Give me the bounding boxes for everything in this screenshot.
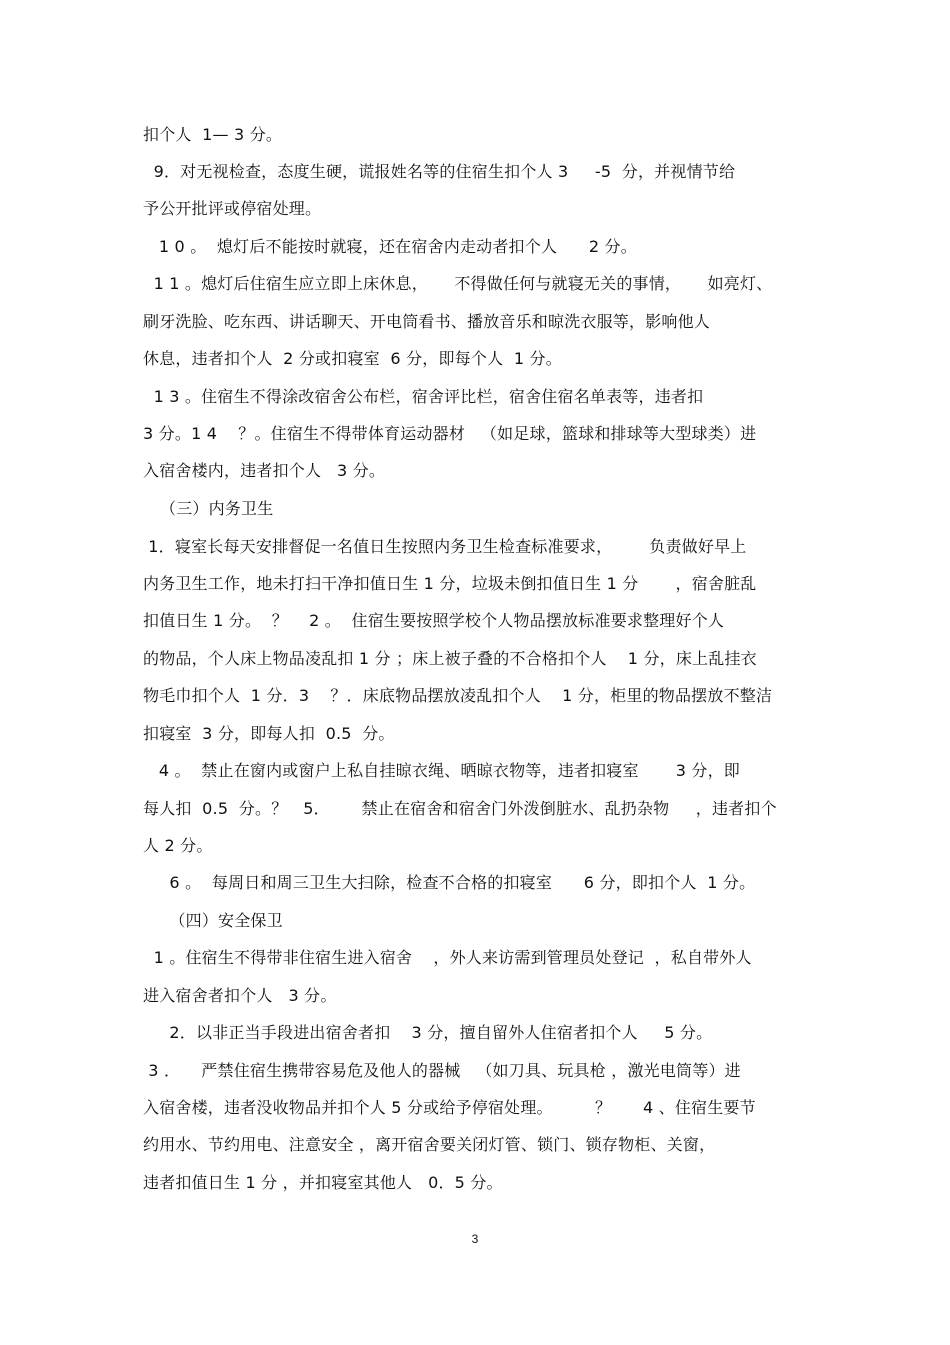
text-line: 进入宿舍者扣个人 3 分。: [143, 986, 337, 1005]
text-line: 1 。住宿生不得带非住宿生进入宿舍 ，外人来访需到管理员处登记 ，私自带外人: [143, 948, 752, 967]
text-line: 1．寝室长每天安排督促一名值日生按照内务卫生检查标准要求， 负责做好早上: [143, 537, 747, 556]
text-line: 扣个人 1— 3 分。: [143, 125, 283, 144]
text-line: 3 ． 严禁住宿生携带容易危及他人的器械 （如刀具、玩具枪 ，激光电筒等）进: [143, 1061, 741, 1080]
text-line: 休息，违者扣个人 2 分或扣寝室 6 分，即每个人 1 分。: [143, 349, 562, 368]
text-line: 人 2 分。: [143, 836, 213, 855]
text-line: 1 0 。 熄灯后不能按时就寝，还在宿舍内走动者扣个人 2 分。: [143, 237, 637, 256]
text-line: 入宿舍楼，违者没收物品并扣个人 5 分或给予停宿处理。 ？ 4 、住宿生要节: [143, 1098, 756, 1117]
text-line: 4 。 禁止在窗内或窗户上私自挂晾衣绳、晒晾衣物等，违者扣寝室 3 分，即: [143, 761, 740, 780]
text-line: 每人扣 0.5 分。？ 5． 禁止在宿舍和宿舍门外泼倒脏水、乱扔杂物 ，违者扣个: [143, 799, 777, 818]
text-line: 内务卫生工作，地未打扫干净扣值日生 1 分，垃圾未倒扣值日生 1 分 ，宿舍脏乱: [143, 574, 757, 593]
text-line: 刷牙洗脸、吃东西、讲话聊天、开电筒看书、播放音乐和晾洗衣服等，影响他人: [143, 312, 711, 331]
text-line: 扣寝室 3 分，即每人扣 0.5 分。: [143, 724, 395, 743]
section-heading: （三）内务卫生: [160, 499, 274, 518]
text-line: 3 分。1 4 ？。住宿生不得带体育运动器材 （如足球，篮球和排球等大型球类）进: [143, 424, 757, 443]
text-line: 予公开批评或停宿处理。: [143, 199, 322, 218]
text-line: 9．对无视检查，态度生硬，谎报姓名等的住宿生扣个人 3 -5 分，并视情节给: [143, 162, 736, 181]
text-line: 1 1 。熄灯后住宿生应立即上床休息， 不得做任何与就寝无关的事情， 如亮灯、: [143, 274, 773, 293]
text-line: 的物品，个人床上物品凌乱扣 1 分 ；床上被子叠的不合格扣个人 1 分，床上乱挂衣: [143, 649, 757, 668]
text-line: 入宿舍楼内，违者扣个人 3 分。: [143, 461, 386, 480]
text-line: 物毛巾扣个人 1 分．3 ？．床底物品摆放凌乱扣个人 1 分，柜里的物品摆放不整洁: [143, 686, 773, 705]
text-line: 约用水、节约用电、注意安全 ，离开宿舍要关闭灯管、锁门、锁存物柜、关窗，: [143, 1135, 716, 1154]
page-number: 3: [471, 1232, 479, 1246]
text-line: 扣值日生 1 分。 ？ 2 。 住宿生要按照学校个人物品摆放标准要求整理好个人: [143, 611, 725, 630]
text-line: 2．以非正当手段进出宿舍者扣 3 分，擅自留外人住宿者扣个人 5 分。: [143, 1023, 713, 1042]
text-line: 6 。 每周日和周三卫生大扫除，检查不合格的扣寝室 6 分，即扣个人 1 分。: [143, 873, 756, 892]
text-line: 1 3 。住宿生不得涂改宿舍公布栏，宿舍评比栏，宿舍住宿名单表等，违者扣: [143, 387, 704, 406]
text-line: 违者扣值日生 1 分 ，并扣寝室其他人 0．5 分。: [143, 1173, 503, 1192]
section-heading: （四）安全保卫: [143, 911, 283, 930]
